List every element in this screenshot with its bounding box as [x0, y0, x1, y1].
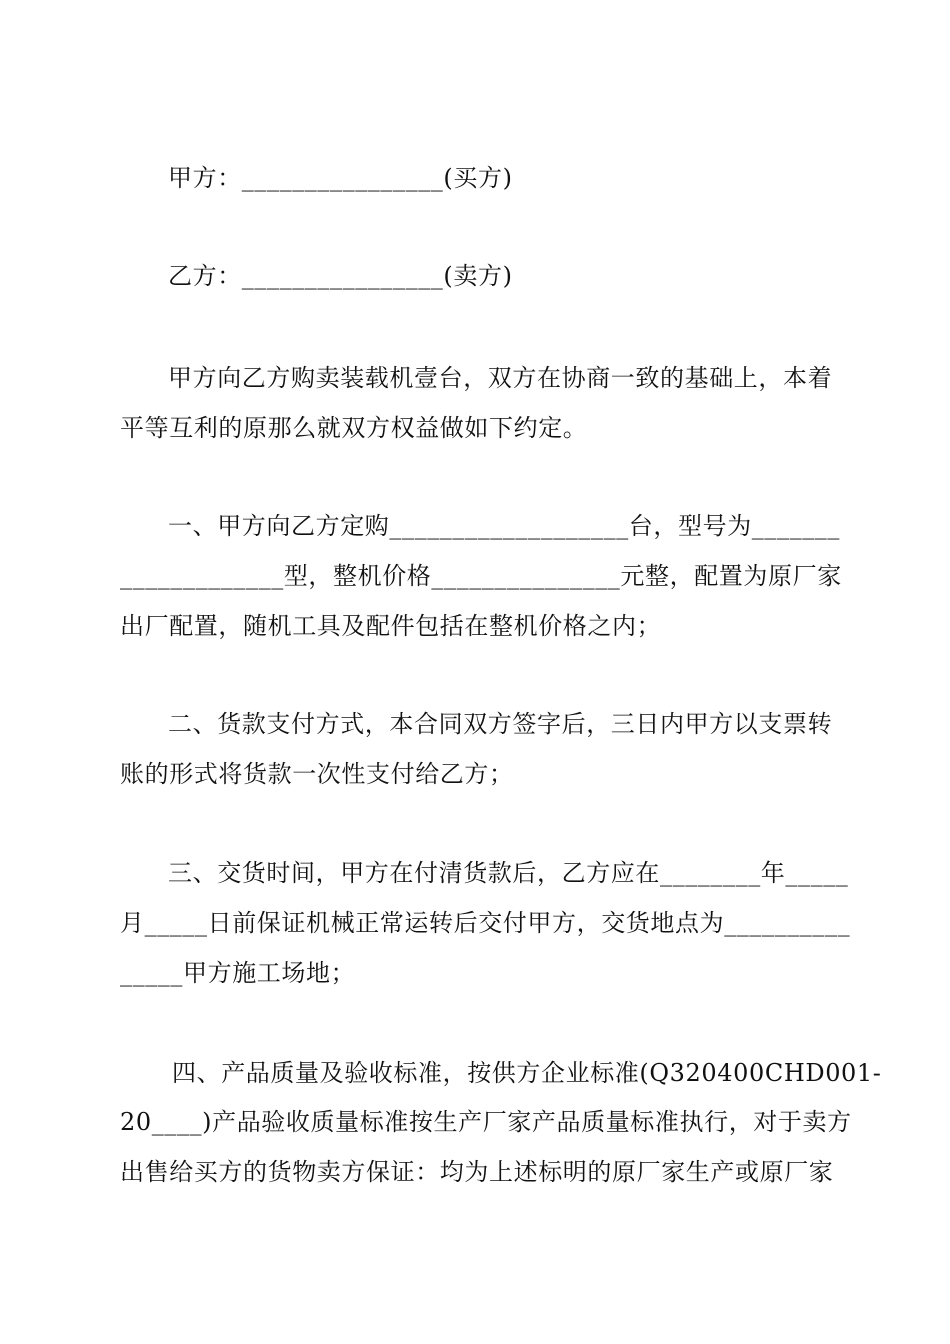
intro-paragraph-line-2: 平等互利的原那么就双方权益做如下约定。: [120, 414, 588, 442]
clause-1-line-2: _____________型，整机价格_______________元整，配置为原厂家: [120, 562, 842, 590]
clause-3-line-2: 月_____日前保证机械正常运转后交付甲方，交货地点为__________: [120, 909, 851, 937]
party-a-line: 甲方：________________(买方): [168, 164, 513, 192]
clause-3-line-1: 三、交货时间，甲方在付清货款后，乙方应在________年_____: [168, 859, 849, 887]
clause-3-line-3: _____甲方施工场地；: [120, 959, 356, 987]
clause-4-line-2: 20____)产品验收质量标准按生产厂家产品质量标准执行，对于卖方: [120, 1108, 852, 1136]
clause-1-line-1: 一、甲方向乙方定购___________________台，型号为_______: [168, 512, 840, 540]
clause-2-line-1: 二、货款支付方式，本合同双方签字后，三日内甲方以支票转: [168, 710, 833, 738]
intro-paragraph-line-1: 甲方向乙方购卖装载机壹台，双方在协商一致的基础上，本着: [168, 364, 833, 392]
clause-2-line-2: 账的形式将货款一次性支付给乙方；: [120, 760, 514, 788]
clause-4-line-3: 出售给买方的货物卖方保证：均为上述标明的原厂家生产或原厂家: [120, 1158, 834, 1186]
clause-1-line-3: 出厂配置，随机工具及配件包括在整机价格之内；: [120, 612, 662, 640]
party-b-line: 乙方：________________(卖方): [168, 262, 513, 290]
clause-4-line-1: 四、产品质量及验收标准，按供方企业标准(Q320400CHD001-: [172, 1059, 882, 1087]
